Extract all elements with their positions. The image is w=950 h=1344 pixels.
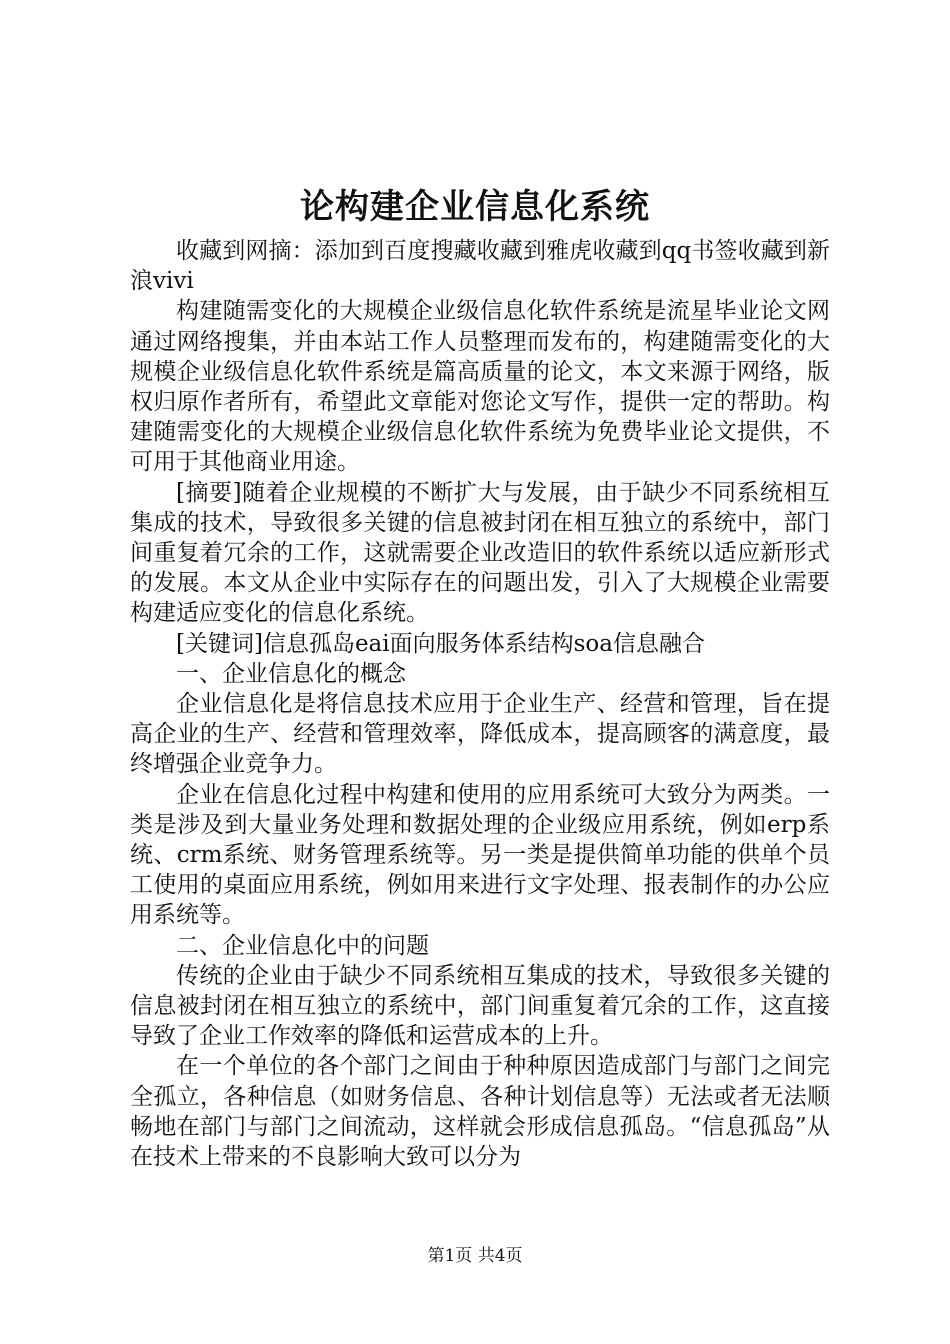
section-heading-1: 一、企业信息化的概念 [176, 660, 406, 687]
paragraph: 企业在信息化过程中构建和使用的应用系统可大致分为两类。一类是涉及到大量业务处理和数据处理的企业级应用系统，例如erp系统、crm系统、财务管理系统等。另一类是提供简单功能的供单个员工使用的桌面应用系统，例如用来进行文字处理、报表制作的办公应用系统等。 [130, 781, 830, 929]
paragraph: 企业信息化是将信息技术应用于企业生产、经营和管理，旨在提高企业的生产、经营和管理效率，降低成本，提高顾客的满意度，最终增强企业竞争力。 [130, 691, 830, 778]
paragraph-abstract: [摘要]随着企业规模的不断扩大与发展，由于缺少不同系统相互集成的技术，导致很多关键的信息被封闭在相互独立的系统中，部门间重复着冗余的工作，这就需要企业改造旧的软件系统以适应新形式的发展。本文从企业中实际存在的问题出发，引入了大规模企业需要构建适应变化的信息化系统。 [130, 479, 830, 627]
section-heading-2: 二、企业信息化中的问题 [176, 932, 429, 959]
paragraph: 在一个单位的各个部门之间由于种种原因造成部门与部门之间完全孤立，各种信息（如财务信息、各种计划信息等）无法或者无法顺畅地在部门与部门之间流动，这样就会形成信息孤岛。“信息孤岛”从在技术上带来的不良影响大致可以分为 [130, 1053, 830, 1171]
paragraph: 传统的企业由于缺少不同系统相互集成的技术，导致很多关键的信息被封闭在相互独立的系统中，部门间重复着冗余的工作，这直接导致了企业工作效率的降低和运营成本的上升。 [130, 962, 830, 1050]
paragraph-source-note: 构建随需变化的大规模企业级信息化软件系统是流星毕业论文网通过网络搜集，并由本站工作人员整理而发布的，构建随需变化的大规模企业级信息化软件系统是篇高质量的论文，本文来源于网络，版权归原作者所有，希望此文章能对您论文写作，提供一定的帮助。构建随需变化的大规模企业级信息化软件系统为免费毕业论文提供，不可用于其他商业用途。 [130, 298, 830, 476]
paragraph-bookmarks: 收藏到网摘：添加到百度搜藏收藏到雅虎收藏到qq书签收藏到新浪vivi [130, 238, 830, 295]
document-body [130, 236, 830, 1172]
paragraph-keywords: [关键词]信息孤岛eai面向服务体系结构soa信息融合 [176, 630, 705, 657]
page-number-footer: 第1页 共4页 [427, 1246, 523, 1266]
document-title: 论构建企业信息化系统 [300, 187, 650, 227]
